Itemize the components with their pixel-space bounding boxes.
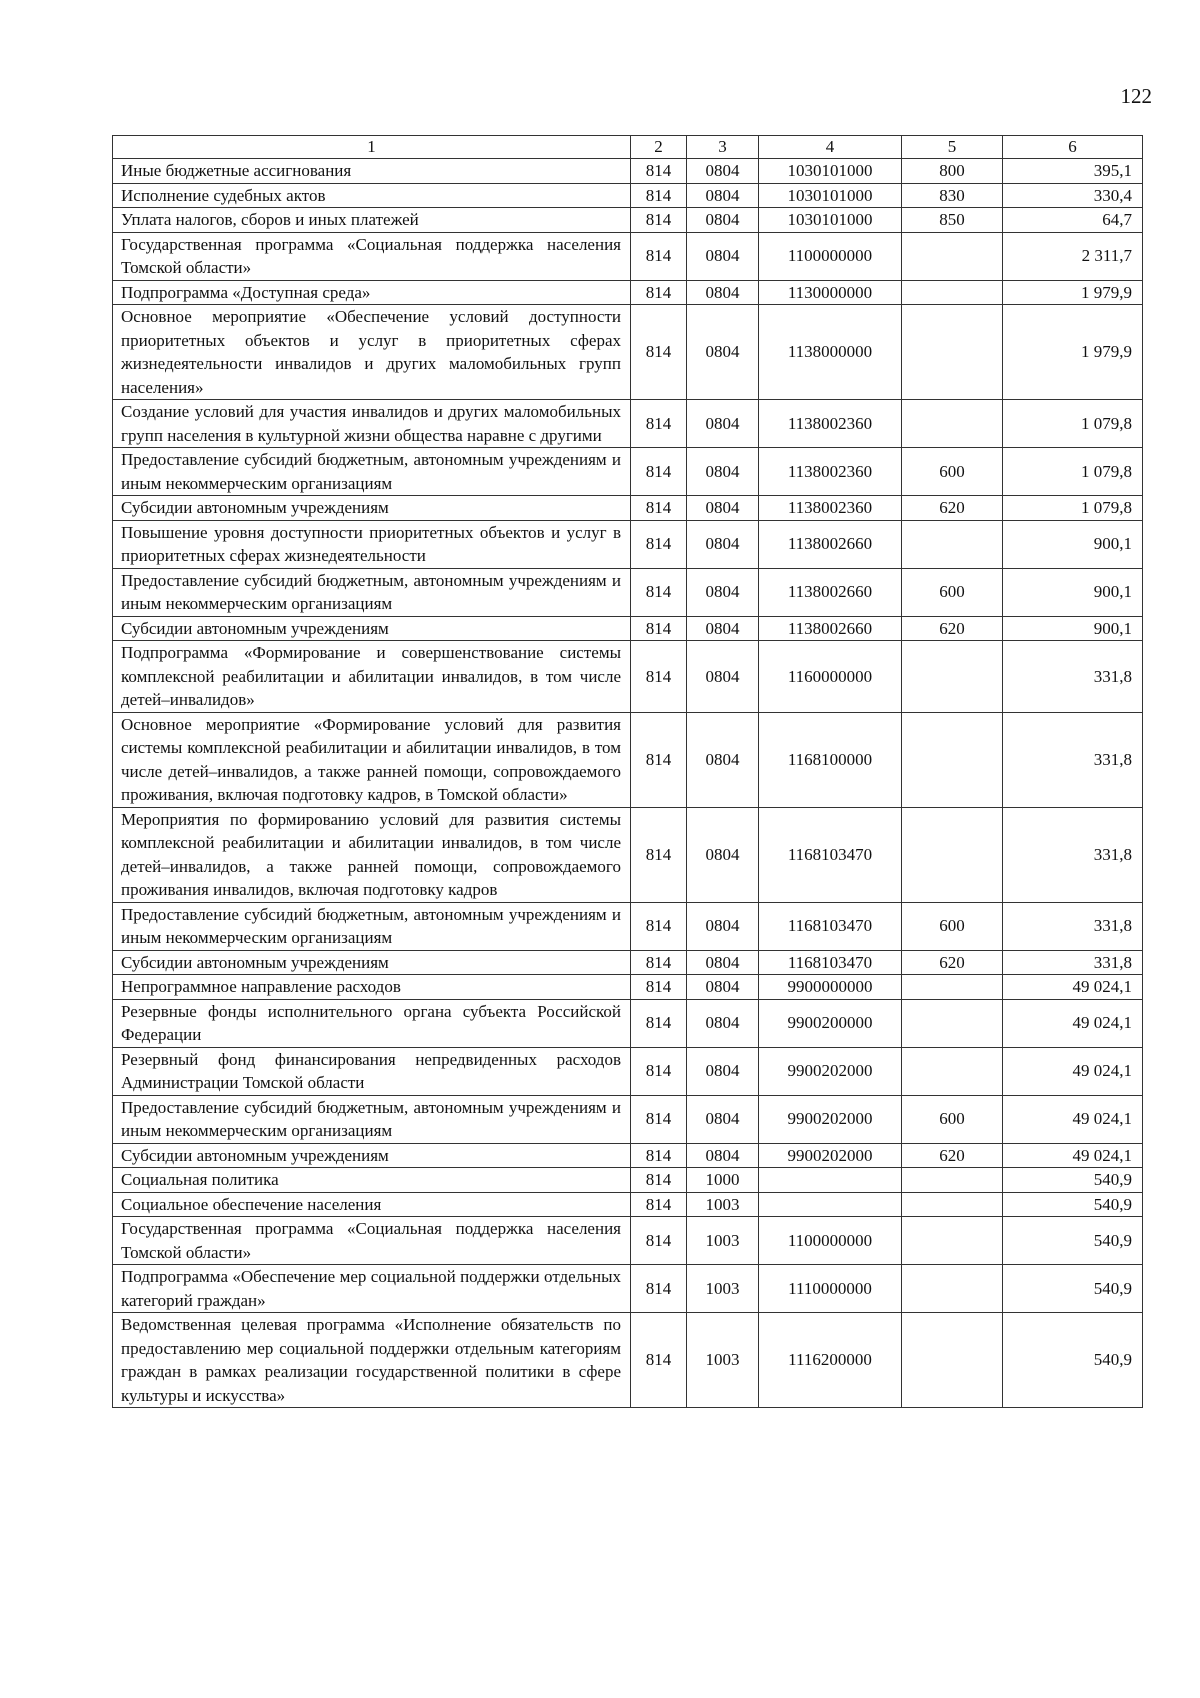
expense-name-cell: Основное мероприятие «Формирование условий для развития системы комплексной реабилитации и абилитации инвалидов, в том числе детей–инвалидов, а также ранней помощи, сопровождаемого проживания, включая подготовку кадров, в Томской области» [113,712,631,807]
target-article-cell: 1138002660 [759,616,902,641]
expense-type-cell: 600 [902,902,1003,950]
table-row [113,999,1143,1047]
target-article-cell [759,1192,902,1217]
ministry-code-cell: 814 [631,641,687,713]
amount-cell: 900,1 [1003,616,1143,641]
table-row [113,1143,1143,1168]
expense-name-cell: Непрограммное направление расходов [113,975,631,1000]
expense-name-cell: Подпрограмма «Формирование и совершенствование системы комплексной реабилитации и абилитации инвалидов, в том числе детей–инвалидов» [113,641,631,713]
ministry-code-cell: 814 [631,208,687,233]
amount-cell: 330,4 [1003,183,1143,208]
section-code-cell: 0804 [687,902,759,950]
amount-cell: 540,9 [1003,1265,1143,1313]
expense-type-cell [902,280,1003,305]
amount-cell: 49 024,1 [1003,1143,1143,1168]
amount-cell: 900,1 [1003,520,1143,568]
amount-cell: 331,8 [1003,902,1143,950]
column-header: 3 [687,136,759,159]
ministry-code-cell: 814 [631,568,687,616]
ministry-code-cell: 814 [631,280,687,305]
section-code-cell: 0804 [687,1047,759,1095]
section-code-cell: 0804 [687,208,759,233]
ministry-code-cell: 814 [631,807,687,902]
expense-type-cell [902,999,1003,1047]
ministry-code-cell: 814 [631,1192,687,1217]
target-article-cell: 1100000000 [759,232,902,280]
table-row [113,496,1143,521]
target-article-cell: 1030101000 [759,183,902,208]
expense-name-cell: Подпрограмма «Обеспечение мер социальной поддержки отдельных категорий граждан» [113,1265,631,1313]
expense-name-cell: Субсидии автономным учреждениям [113,950,631,975]
section-code-cell: 0804 [687,1095,759,1143]
ministry-code-cell: 814 [631,999,687,1047]
section-code-cell: 0804 [687,400,759,448]
section-code-cell: 1003 [687,1313,759,1408]
section-code-cell: 0804 [687,448,759,496]
table-row [113,1265,1143,1313]
table-row [113,1095,1143,1143]
amount-cell: 1 979,9 [1003,280,1143,305]
expense-type-cell: 620 [902,616,1003,641]
expense-type-cell: 850 [902,208,1003,233]
section-code-cell: 0804 [687,305,759,400]
section-code-cell: 0804 [687,950,759,975]
column-header: 5 [902,136,1003,159]
expense-name-cell: Резервные фонды исполнительного органа субъекта Российской Федерации [113,999,631,1047]
expense-name-cell: Субсидии автономным учреждениям [113,616,631,641]
target-article-cell: 1030101000 [759,208,902,233]
target-article-cell: 1138002360 [759,448,902,496]
amount-cell: 49 024,1 [1003,999,1143,1047]
expense-name-cell: Создание условий для участия инвалидов и других маломобильных групп населения в культурной жизни общества наравне с другими [113,400,631,448]
expense-type-cell: 600 [902,1095,1003,1143]
expense-name-cell: Мероприятия по формированию условий для развития системы комплексной реабилитации и абилитации инвалидов, в том числе детей–инвалидов, а также ранней помощи, сопровождаемого проживания инвалидов, включая подготовку кадров [113,807,631,902]
target-article-cell: 1030101000 [759,159,902,184]
section-code-cell: 0804 [687,616,759,641]
target-article-cell [759,1168,902,1193]
ministry-code-cell: 814 [631,159,687,184]
expense-type-cell: 620 [902,496,1003,521]
table-row [113,400,1143,448]
ministry-code-cell: 814 [631,1047,687,1095]
expense-name-cell: Предоставление субсидий бюджетным, автономным учреждениям и иным некоммерческим организациям [113,568,631,616]
expense-type-cell: 830 [902,183,1003,208]
amount-cell: 331,8 [1003,950,1143,975]
table-row [113,183,1143,208]
target-article-cell: 1138002360 [759,496,902,521]
table-row [113,807,1143,902]
section-code-cell: 0804 [687,280,759,305]
expense-name-cell: Предоставление субсидий бюджетным, автономным учреждениям и иным некоммерческим организациям [113,902,631,950]
column-header: 1 [113,136,631,159]
ministry-code-cell: 814 [631,975,687,1000]
amount-cell: 331,8 [1003,807,1143,902]
expense-type-cell [902,232,1003,280]
section-code-cell: 0804 [687,183,759,208]
amount-cell: 64,7 [1003,208,1143,233]
table-row [113,305,1143,400]
expense-type-cell [902,1047,1003,1095]
ministry-code-cell: 814 [631,902,687,950]
table-row [113,1313,1143,1408]
expense-type-cell [902,520,1003,568]
section-code-cell: 0804 [687,159,759,184]
expense-type-cell [902,1265,1003,1313]
section-code-cell: 0804 [687,641,759,713]
amount-cell: 540,9 [1003,1168,1143,1193]
expense-type-cell [902,641,1003,713]
amount-cell: 331,8 [1003,641,1143,713]
table-row [113,975,1143,1000]
target-article-cell: 9900000000 [759,975,902,1000]
section-code-cell: 0804 [687,232,759,280]
expense-name-cell: Подпрограмма «Доступная среда» [113,280,631,305]
budget-table [112,135,1143,1408]
amount-cell: 540,9 [1003,1192,1143,1217]
table-row [113,280,1143,305]
expense-name-cell: Государственная программа «Социальная поддержка населения Томской области» [113,232,631,280]
ministry-code-cell: 814 [631,950,687,975]
amount-cell: 49 024,1 [1003,1095,1143,1143]
target-article-cell: 1160000000 [759,641,902,713]
section-code-cell: 0804 [687,520,759,568]
target-article-cell: 1130000000 [759,280,902,305]
amount-cell: 2 311,7 [1003,232,1143,280]
amount-cell: 331,8 [1003,712,1143,807]
table-row [113,448,1143,496]
expense-name-cell: Повышение уровня доступности приоритетных объектов и услуг в приоритетных сферах жизнедеятельности [113,520,631,568]
section-code-cell: 1000 [687,1168,759,1193]
target-article-cell: 1138000000 [759,305,902,400]
amount-cell: 1 979,9 [1003,305,1143,400]
table-row [113,208,1143,233]
table-row [113,902,1143,950]
ministry-code-cell: 814 [631,1265,687,1313]
section-code-cell: 0804 [687,975,759,1000]
table-row [113,1047,1143,1095]
expense-type-cell [902,305,1003,400]
section-code-cell: 1003 [687,1217,759,1265]
amount-cell: 900,1 [1003,568,1143,616]
expense-type-cell [902,1313,1003,1408]
section-code-cell: 0804 [687,712,759,807]
expense-type-cell: 800 [902,159,1003,184]
ministry-code-cell: 814 [631,1095,687,1143]
ministry-code-cell: 814 [631,1313,687,1408]
expense-name-cell: Основное мероприятие «Обеспечение условий доступности приоритетных объектов и услуг в приоритетных сферах жизнедеятельности инвалидов и других маломобильных групп населения» [113,305,631,400]
expense-name-cell: Социальное обеспечение населения [113,1192,631,1217]
target-article-cell: 1110000000 [759,1265,902,1313]
table-header-row [113,136,1143,159]
target-article-cell: 1100000000 [759,1217,902,1265]
expense-type-cell [902,807,1003,902]
ministry-code-cell: 814 [631,520,687,568]
table-row [113,616,1143,641]
target-article-cell: 9900202000 [759,1047,902,1095]
amount-cell: 1 079,8 [1003,400,1143,448]
amount-cell: 540,9 [1003,1313,1143,1408]
amount-cell: 49 024,1 [1003,1047,1143,1095]
ministry-code-cell: 814 [631,1217,687,1265]
target-article-cell: 9900200000 [759,999,902,1047]
table-row [113,950,1143,975]
table-row [113,232,1143,280]
table-row [113,1192,1143,1217]
expense-name-cell: Иные бюджетные ассигнования [113,159,631,184]
expense-name-cell: Резервный фонд финансирования непредвиденных расходов Администрации Томской области [113,1047,631,1095]
section-code-cell: 1003 [687,1265,759,1313]
section-code-cell: 0804 [687,807,759,902]
amount-cell: 395,1 [1003,159,1143,184]
expense-name-cell: Предоставление субсидий бюджетным, автономным учреждениям и иным некоммерческим организациям [113,448,631,496]
ministry-code-cell: 814 [631,448,687,496]
expense-name-cell: Субсидии автономным учреждениям [113,496,631,521]
ministry-code-cell: 814 [631,183,687,208]
ministry-code-cell: 814 [631,305,687,400]
amount-cell: 49 024,1 [1003,975,1143,1000]
expense-type-cell: 600 [902,568,1003,616]
expense-name-cell: Субсидии автономным учреждениям [113,1143,631,1168]
table-row [113,520,1143,568]
amount-cell: 540,9 [1003,1217,1143,1265]
ministry-code-cell: 814 [631,616,687,641]
expense-name-cell: Предоставление субсидий бюджетным, автономным учреждениям и иным некоммерческим организациям [113,1095,631,1143]
section-code-cell: 0804 [687,1143,759,1168]
ministry-code-cell: 814 [631,400,687,448]
table-row [113,641,1143,713]
target-article-cell: 9900202000 [759,1095,902,1143]
amount-cell: 1 079,8 [1003,448,1143,496]
expense-type-cell [902,712,1003,807]
section-code-cell: 0804 [687,568,759,616]
table-row [113,1217,1143,1265]
target-article-cell: 9900202000 [759,1143,902,1168]
section-code-cell: 0804 [687,999,759,1047]
ministry-code-cell: 814 [631,232,687,280]
expense-type-cell: 600 [902,448,1003,496]
target-article-cell: 1138002660 [759,568,902,616]
table-row [113,1168,1143,1193]
expense-type-cell [902,400,1003,448]
expense-name-cell: Государственная программа «Социальная поддержка населения Томской области» [113,1217,631,1265]
expense-type-cell: 620 [902,950,1003,975]
expense-name-cell: Ведомственная целевая программа «Исполнение обязательств по предоставлению мер социальной поддержки отдельным категориям граждан в рамках реализации государственной политики в сфере культуры и искусства» [113,1313,631,1408]
target-article-cell: 1168103470 [759,902,902,950]
target-article-cell: 1168103470 [759,807,902,902]
expense-name-cell: Уплата налогов, сборов и иных платежей [113,208,631,233]
ministry-code-cell: 814 [631,1143,687,1168]
expense-type-cell: 620 [902,1143,1003,1168]
expense-type-cell [902,1168,1003,1193]
target-article-cell: 1116200000 [759,1313,902,1408]
table-body [113,159,1143,1408]
expense-name-cell: Исполнение судебных актов [113,183,631,208]
ministry-code-cell: 814 [631,712,687,807]
section-code-cell: 1003 [687,1192,759,1217]
column-header: 2 [631,136,687,159]
ministry-code-cell: 814 [631,496,687,521]
target-article-cell: 1138002360 [759,400,902,448]
table-row [113,568,1143,616]
expense-name-cell: Социальная политика [113,1168,631,1193]
expense-type-cell [902,1217,1003,1265]
table-row [113,159,1143,184]
page-number: 122 [1120,84,1152,108]
expense-type-cell [902,975,1003,1000]
target-article-cell: 1168100000 [759,712,902,807]
amount-cell: 1 079,8 [1003,496,1143,521]
target-article-cell: 1168103470 [759,950,902,975]
table-row [113,712,1143,807]
ministry-code-cell: 814 [631,1168,687,1193]
expense-type-cell [902,1192,1003,1217]
target-article-cell: 1138002660 [759,520,902,568]
column-header: 6 [1003,136,1143,159]
section-code-cell: 0804 [687,496,759,521]
column-header: 4 [759,136,902,159]
